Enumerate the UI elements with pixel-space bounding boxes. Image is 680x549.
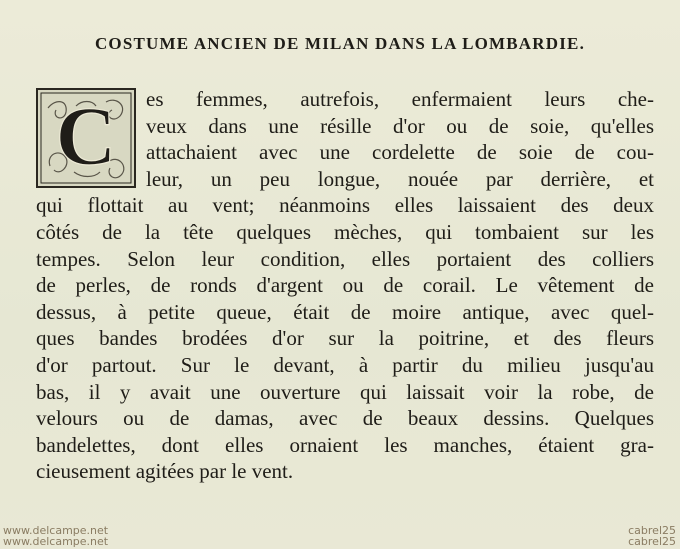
paragraph [36,86,654,485]
text-line: cieusement agitées par le vent. [36,459,294,484]
watermark-text: cabrel25 [628,535,676,548]
text-line: tempes. Selon leur condition, elles portaient des colliers [36,246,654,271]
text-line: d'or partout. Sur le devant, à partir du milieu jusqu'au [36,352,654,377]
watermark-text: www.delcampe.net [3,524,109,537]
text-line: veux dans une résille d'or ou de soie, qu'elles [146,113,654,138]
watermark-left [3,525,108,547]
page-title: COSTUME ANCIEN DE MILAN DANS LA LOMBARDIE. [94,34,586,53]
watermark-right [628,525,676,547]
text-line: bas, il y avait une ouverture qui laissait voir la robe, de [36,379,654,404]
text-line: leur, un peu longue, nouée par derrière, et [146,166,654,191]
text-line: côtés de la tête quelques mèches, qui tombaient sur les [36,219,654,244]
text-line: es femmes, autrefois, enfermaient leurs che- [146,87,654,111]
text-line: qui flottait au vent; néanmoins elles laissaient des deux [36,193,654,218]
text-line: ques bandes brodées d'or sur la poitrine, et des fleurs [36,326,654,351]
text-line: bandelettes, dont elles ornaient les manches, étaient gra- [36,432,654,457]
text-line: velours ou de damas, avec de beaux dessins. Quelques [36,406,654,431]
text-line: de perles, de ronds d'argent ou de corail. Le vêtement de [36,273,654,298]
watermark-text: cabrel25 [628,524,676,537]
text-line: attachaient avec une cordelette de soie de cou- [146,140,654,165]
text-line: dessus, à petite queue, était de moire antique, avec quel- [36,299,654,324]
dropcap-letter: C [55,90,117,183]
watermark-text: www.delcampe.net [3,535,109,548]
